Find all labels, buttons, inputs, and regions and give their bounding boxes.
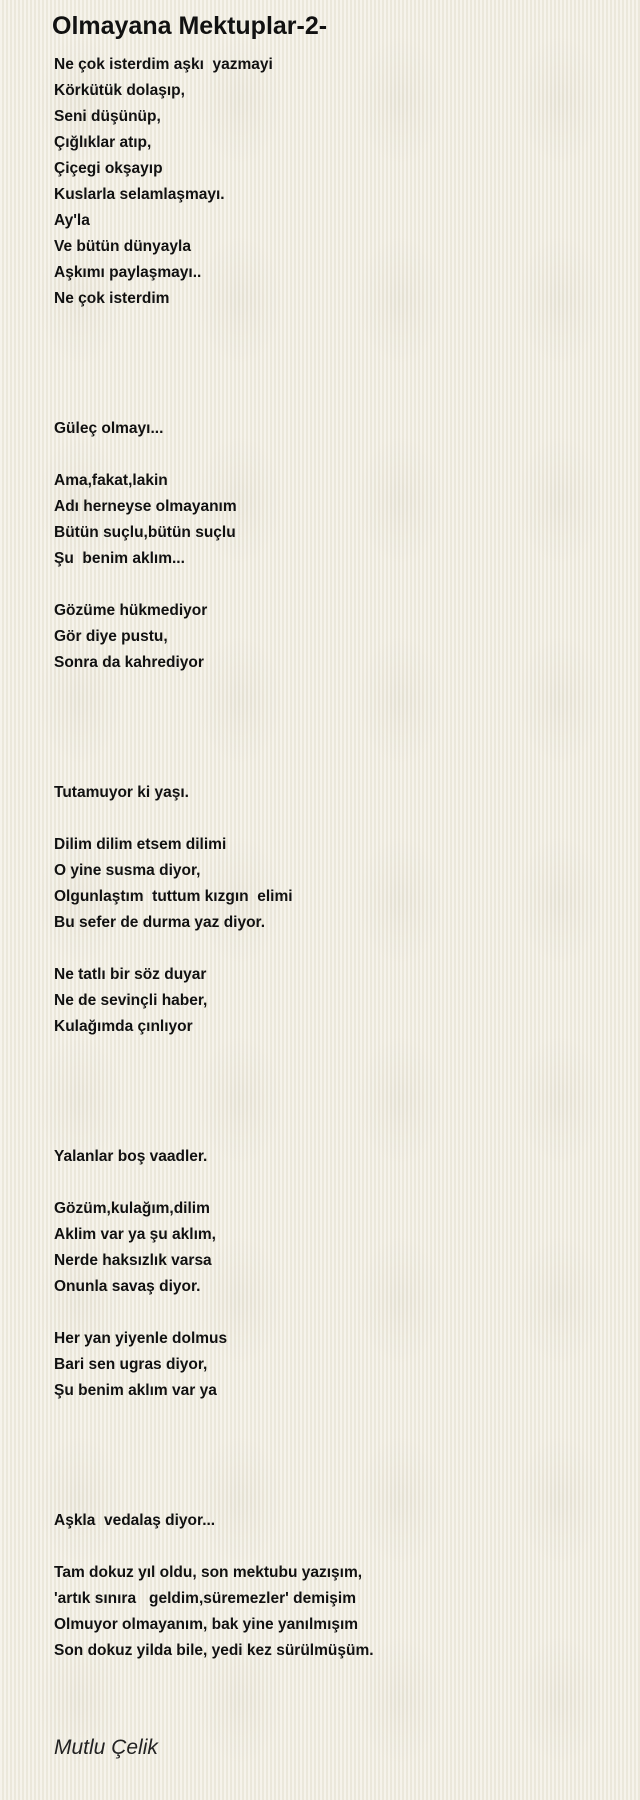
poem-title: Olmayana Mektuplar-2- <box>52 12 328 40</box>
poem-body: Ne çok isterdim aşkı yazmayi Körkütük dolaşıp, Seni düşünüp, Çığlıklar atıp, Çiçegi okşayıp Kuslarla selamlaşmayı. Ay'la Ve bütün dünyayla Aşkımı paylaşmayı.. Ne çok isterdim Güleç olmayı... Ama,fakat,lakin Adı herneyse olmayanım Bütün suçlu,bütün suçlu Şu benim aklım... Gözüme hükmediyor Gör diye pustu, Sonra da kahrediyor Tutamuyor ki yaşı. Dilim dilim etsem dilimi O yine susma diyor, Olgunlaştım tuttum kızgın elimi Bu sefer de durma yaz diyor. Ne tatlı bir söz duyar Ne de sevinçli haber, Kulağımda çınlıyor Yalanlar boş vaadler. Gözüm,kulağım,dilim Aklim var ya şu aklım, Nerde haksızlık varsa Onunla savaş diyor. Her yan yiyenle dolmus Bari sen ugras diyor, Şu benim aklım var ya Aşkla vedalaş diyor... Tam dokuz yıl oldu, son mektubu yazışım, 'artık sınıra geldim,süremezler' demişim Olmuyor olmayanım, bak yine yanılmışım Son dokuz yilda bile, yedi kez sürülmüşüm. <box>54 56 374 1659</box>
poem-author: Mutlu Çelik <box>54 1736 158 1759</box>
